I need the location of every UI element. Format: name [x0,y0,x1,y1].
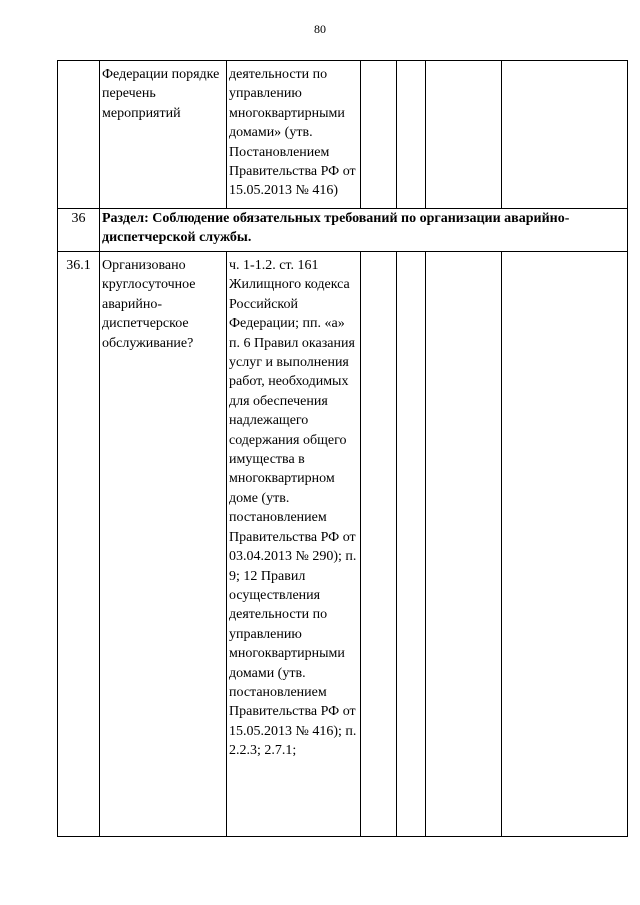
reference-cell: деятельности по управлению многоквартирными домами» (утв. Постановлением Правительства РФ от 15.05.2013 № 416) [227,61,361,209]
table-row-section [58,209,628,252]
answer-no-cell [397,61,426,209]
not-applicable-cell [426,61,502,209]
notes-cell [502,61,628,209]
checklist-table [57,60,628,837]
page-number: 80 [314,22,326,36]
table-row-continuation [58,61,628,209]
section-title-cell: Раздел: Соблюдение обязательных требований по организации аварийно-диспетчерской службы. [100,209,628,252]
question-cell: Организовано круглосуточное аварийно-диспетчерское обслуживание? [100,252,227,837]
item-number-cell: 36.1 [58,252,100,837]
not-applicable-cell [426,252,502,837]
notes-cell [502,252,628,837]
row-number-cell [58,61,100,209]
section-number-cell: 36 [58,209,100,252]
answer-yes-cell [361,252,397,837]
question-cell: Федерации порядке перечень мероприятий [100,61,227,209]
answer-yes-cell [361,61,397,209]
table-row-item [58,252,628,837]
answer-no-cell [397,252,426,837]
reference-cell: ч. 1-1.2. ст. 161 Жилищного кодекса Российской Федерации; пп. «а» п. 6 Правил оказания услуг и выполнения работ, необходимых для обеспечения надлежащего содержания общего имущества в многоквартирном доме (утв. постановлением Правительства РФ от 03.04.2013 № 290); п. 9; 12 Правил осуществления деятельности по управлению многоквартирными домами (утв. постановлением Правительства РФ от 15.05.2013 № 416); п. 2.2.3; 2.7.1; [227,252,361,837]
